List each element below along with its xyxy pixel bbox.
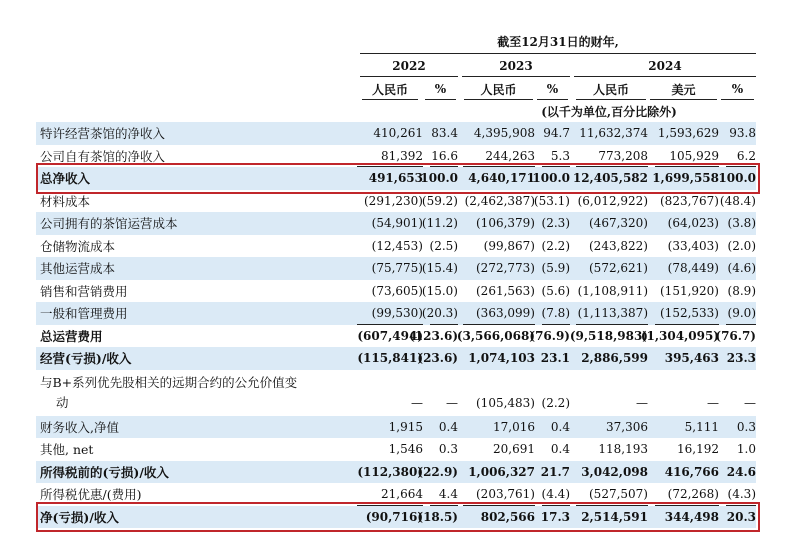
cell-value: 416,766 [664, 464, 719, 479]
cell-value: (2,462,387) [464, 193, 535, 208]
row-label: 公司拥有的茶馆运营成本 [40, 216, 178, 232]
table-row [0, 416, 800, 439]
cell-value: (151,920) [660, 283, 719, 298]
currency-underline-2 [464, 99, 533, 100]
cell-value: (73,605) [371, 283, 423, 298]
highlight-box [36, 502, 760, 533]
cell-value: (59.2) [421, 193, 458, 208]
unit-note-row [0, 101, 800, 121]
cell-value: 12,405,582 [572, 171, 648, 186]
cell-value: 118,193 [598, 442, 648, 457]
cell-value: (23.6) [417, 351, 458, 366]
cell-value: 23.1 [540, 351, 570, 366]
cell-value: (15.4) [421, 261, 458, 276]
currency-underline-4 [576, 99, 646, 100]
cell-value: (72,268) [667, 487, 719, 502]
cell-value: (106,379) [476, 216, 535, 231]
currency-underline-6 [721, 99, 754, 100]
cell-value: 1,593,629 [657, 126, 719, 141]
cell-value: (112,380) [357, 464, 423, 479]
row-label: 销售和营销费用 [40, 283, 128, 299]
cell-value: 37,306 [606, 419, 648, 434]
currency-row [0, 78, 800, 100]
cell-value: (115,841) [357, 351, 423, 366]
cell-value: (76.9) [529, 328, 570, 343]
cell-value: 94.7 [543, 126, 570, 141]
cell-value: 0.4 [550, 442, 570, 457]
cell-value: (90,716) [365, 509, 423, 524]
currency-col-5: 美元 [671, 82, 696, 97]
cell-value: (5.9) [541, 261, 570, 276]
cell-value: (203,761) [476, 487, 535, 502]
row-label: 财务收入,净值 [40, 419, 119, 435]
cell-value: — [411, 395, 423, 410]
row-label: 一般和管理费用 [40, 306, 128, 322]
cell-value: 0.3 [438, 442, 458, 457]
row-label: 净(亏损)/收入 [40, 509, 119, 525]
cell-value: (823,767) [660, 193, 719, 208]
currency-col-0: 人民币 [371, 82, 408, 97]
cell-value: 20.3 [726, 509, 756, 524]
cell-value: (5.6) [541, 283, 570, 298]
cell-value: 20,691 [493, 442, 535, 457]
cell-value: 344,498 [664, 509, 719, 524]
cell-value: (33,403) [667, 238, 719, 253]
cell-value: (4.6) [727, 261, 756, 276]
cell-value: (1,113,387) [577, 306, 648, 321]
currency-col-2: 人民币 [480, 82, 517, 97]
row-label [40, 370, 297, 416]
cell-value: 100.0 [420, 171, 458, 186]
cell-value: (48.4) [719, 193, 756, 208]
cell-value: 1,546 [388, 442, 423, 457]
cell-value: 17.3 [540, 509, 570, 524]
cell-value: (4.3) [727, 487, 756, 502]
cell-value: 24.6 [726, 464, 756, 479]
cell-value: 6.2 [736, 148, 756, 163]
cell-value: 93.8 [729, 126, 756, 141]
cell-value: (78,449) [667, 261, 719, 276]
cell-value: (3.8) [727, 216, 756, 231]
cell-value: 0.4 [550, 419, 570, 434]
cell-value: — [446, 395, 458, 410]
cell-value: 1.0 [736, 442, 756, 457]
cell-value: 16.6 [431, 148, 458, 163]
row-label: 总运营费用 [40, 328, 103, 344]
cell-value: 1,074,103 [468, 351, 535, 366]
cell-value: (261,563) [476, 283, 535, 298]
table-row [0, 257, 800, 280]
table-row [0, 302, 800, 325]
cell-value: (99,530) [371, 306, 423, 321]
row-label: 材料成本 [40, 193, 91, 209]
row-label: 总净收入 [40, 171, 91, 187]
cell-value: 5,111 [684, 419, 719, 434]
cell-value: 23.3 [726, 351, 756, 366]
currency-col-4: 人民币 [592, 82, 629, 97]
currency-col-6: % [731, 82, 744, 96]
table-row [0, 190, 800, 213]
cell-value: — [636, 395, 648, 410]
table-row [0, 438, 800, 461]
cell-value: (75,775) [371, 261, 423, 276]
cell-value: 2,514,591 [581, 509, 648, 524]
cell-value: (572,621) [589, 261, 648, 276]
row-label: 特许经营茶馆的净收入 [40, 126, 166, 142]
cell-value: (12,453) [371, 238, 423, 253]
cell-value: — [744, 395, 756, 410]
cell-value: (2.3) [541, 216, 570, 231]
row-label: 所得税前的(亏损)/收入 [40, 464, 169, 480]
cell-value: (15.0) [421, 283, 458, 298]
cell-value: (123.6) [409, 328, 458, 343]
period-caption: 截至12月31日的财年, [497, 34, 619, 49]
cell-value: 81,392 [381, 148, 423, 163]
cell-value: 4.4 [438, 487, 458, 502]
cell-value: 1,006,327 [468, 464, 535, 479]
cell-value: (11.2) [421, 216, 458, 231]
cell-value: (272,773) [476, 261, 535, 276]
currency-underline-0 [362, 99, 418, 100]
cell-value: (53.1) [533, 193, 570, 208]
cell-value: 4,395,908 [473, 126, 535, 141]
year-underline-2023 [462, 76, 570, 77]
cell-value: 16,192 [677, 442, 719, 457]
year-underline-2022 [360, 76, 458, 77]
cell-value: 244,263 [485, 148, 535, 163]
year-row [0, 56, 800, 76]
cell-value: 100.0 [532, 171, 570, 186]
cell-value: (152,533) [660, 306, 719, 321]
cell-value: (20.3) [421, 306, 458, 321]
year-2023: 2023 [499, 59, 533, 73]
cell-value: 11,632,374 [579, 126, 648, 141]
table-row [0, 325, 800, 348]
row-label: 仓储物流成本 [40, 238, 116, 254]
cell-value: (1,304,095) [640, 328, 719, 343]
cell-value: 395,463 [664, 351, 719, 366]
row-label-line1: 与B+系列优先股相关的远期合约的公允价值变 [40, 374, 298, 390]
cell-value: 802,566 [480, 509, 535, 524]
table-row [0, 347, 800, 370]
cell-value: (527,507) [589, 487, 648, 502]
cell-value: 100.0 [718, 171, 756, 186]
period-caption-row [0, 30, 800, 52]
cell-value: 1,699,558 [652, 171, 719, 186]
cell-value: (9.0) [727, 306, 756, 321]
cell-value: (9,518,983) [569, 328, 648, 343]
cell-value: 5.3 [550, 148, 570, 163]
cell-value: 0.4 [438, 419, 458, 434]
caption-underline [360, 53, 756, 54]
cell-value: 491,653 [368, 171, 423, 186]
row-label: 其他, net [40, 442, 94, 458]
cell-value: (54,901) [371, 216, 423, 231]
cell-value: (291,230) [364, 193, 423, 208]
row-label: 经营(亏损)/收入 [40, 351, 132, 367]
cell-value: (4.4) [541, 487, 570, 502]
currency-col-3: % [546, 82, 559, 96]
cell-value: (243,822) [589, 238, 648, 253]
table-row [0, 370, 800, 416]
cell-value: (1,108,911) [577, 283, 648, 298]
cell-value: 773,208 [598, 148, 648, 163]
row-label-line2: 动 [56, 394, 69, 410]
currency-col-1: % [434, 82, 447, 96]
cell-value: (18.5) [417, 509, 458, 524]
cell-value: (8.9) [727, 283, 756, 298]
cell-value: 3,042,098 [581, 464, 648, 479]
table-row [0, 212, 800, 235]
unit-note: (以千为单位,百分比除外) [541, 104, 677, 119]
cell-value: (7.8) [541, 306, 570, 321]
currency-underline-1 [425, 99, 456, 100]
cell-value: (105,483) [476, 395, 535, 410]
cell-value: 2,886,599 [581, 351, 648, 366]
year-2024: 2024 [648, 59, 682, 73]
cell-value: 21,664 [381, 487, 423, 502]
cell-value: (2.2) [541, 395, 570, 410]
cell-value: (99,867) [483, 238, 535, 253]
cell-value: (3,566,068) [456, 328, 535, 343]
cell-value: 410,261 [373, 126, 423, 141]
cell-value: — [707, 395, 719, 410]
year-underline-2024 [574, 76, 756, 77]
currency-underline-3 [537, 99, 568, 100]
cell-value: (2.5) [429, 238, 458, 253]
cell-value: 21.7 [540, 464, 570, 479]
table-row [0, 461, 800, 484]
table-row [0, 122, 800, 145]
cell-value: 17,016 [493, 419, 535, 434]
cell-value: 1,915 [388, 419, 423, 434]
cell-value: (2.2) [541, 238, 570, 253]
table-row [0, 280, 800, 303]
row-label: 所得税优惠/(费用) [40, 487, 142, 503]
cell-value: 83.4 [431, 126, 458, 141]
cell-value: (22.9) [417, 464, 458, 479]
cell-value: (363,099) [476, 306, 535, 321]
cell-value: (2.0) [727, 238, 756, 253]
cell-value: (64,023) [667, 216, 719, 231]
cell-value: (76.7) [715, 328, 756, 343]
row-label: 公司自有茶馆的净收入 [40, 148, 166, 164]
row-label: 其他运营成本 [40, 261, 116, 277]
cell-value: (6,012,922) [577, 193, 648, 208]
currency-underline-5 [650, 99, 717, 100]
year-2022: 2022 [392, 59, 426, 73]
cell-value: 105,929 [669, 148, 719, 163]
cell-value: (467,320) [589, 216, 648, 231]
cell-value: 4,640,171 [468, 171, 535, 186]
cell-value: (607,494) [357, 328, 423, 343]
cell-value: 0.3 [736, 419, 756, 434]
table-row [0, 235, 800, 258]
